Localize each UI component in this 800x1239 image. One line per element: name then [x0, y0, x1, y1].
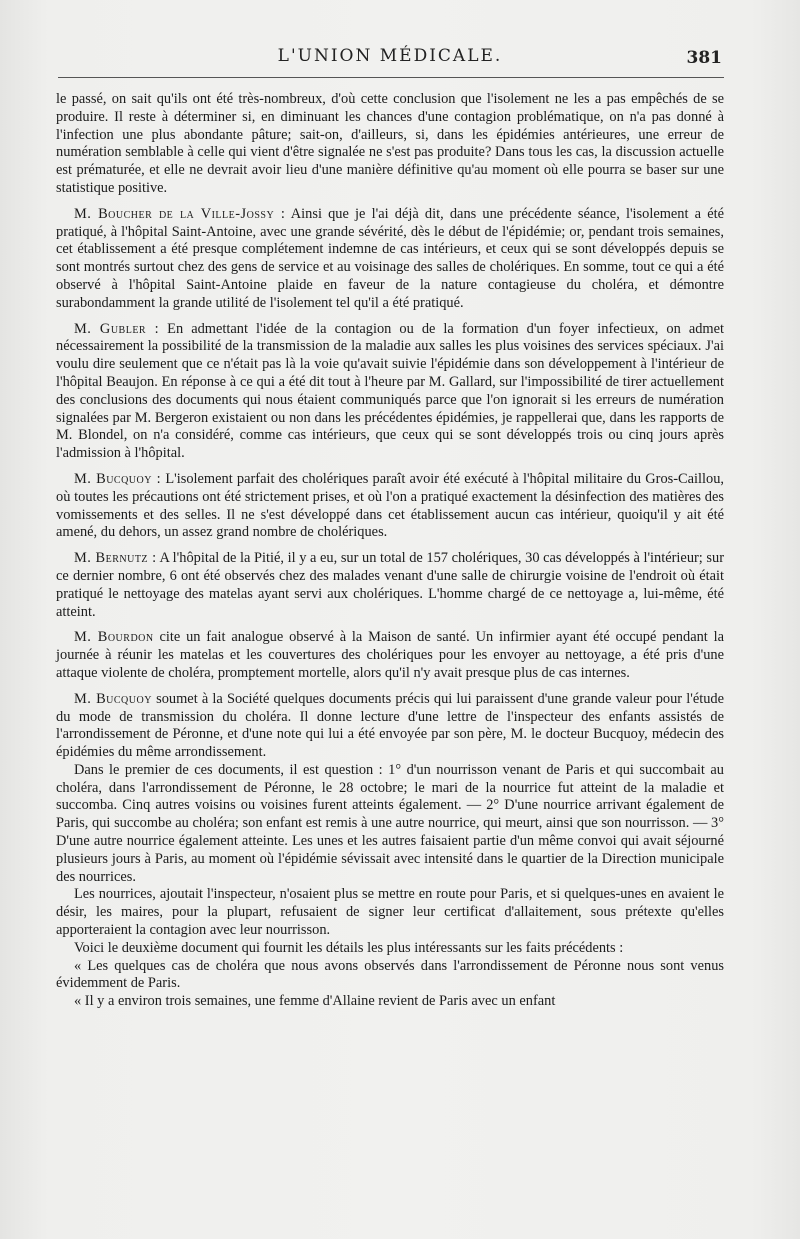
paragraph-12-text: « Il y a environ trois semaines, une femme d'Allaine revient de Paris avec un enfant: [74, 993, 556, 1010]
paragraph-2-text: Ainsi que je l'ai déjà dit, dans une précédente séance, l'isolement a été pratiqué, à l'hôpital Saint-Antoine, avec une grande sévérité, dès le début de l'épidémie; or, pendant trois semaines, cet établissement a été presque complétement indemne de cas intérieurs, et ceux qui se sont développés depuis se sont montrés surtout chez des gens de service et au voisinage des salles de cholériques. En somme, tout ce qui a été observé à l'hôpital Saint-Antoine plaide en faveur de la nature contagieuse du choléra, et démontre surabondamment la grande utilité de l'isolement tel qu'il a été pratiqué.: [56, 205, 725, 311]
article-body: [56, 91, 724, 1011]
paragraph-11: [56, 958, 724, 994]
speaker-name: M. Bucquoy :: [74, 470, 162, 487]
speaker-name: M. Gubler :: [74, 320, 160, 337]
paragraph-7-text: soumet à la Société quelques documents précis qui lui paraissent d'une grande valeur pour l'étude du mode de transmission du choléra. Il donne lecture d'une lettre de l'inspecteur des enfants assistés de l'arrondissement de Péronne, et d'une note qui lui a été envoyée par son père, M. le docteur Bucquoy, médecin des épidémies du même arrondissement.: [56, 690, 724, 761]
running-title: L'UNION MÉDICALE.: [277, 46, 503, 66]
paragraph-8-text: Dans le premier de ces documents, il est question : 1° d'un nourrisson venant de Paris et qui succombait au choléra, dans l'arrondissement de Péronne, le 28 octobre; le mari de la nourrice fut atteint de la maladie et succomba. Cinq autres voisins ou voisines furent atteints également. — 2° D'une nourrice arrivant également de Paris, qui succombe au choléra; son enfant est remis à une autre nourrice, qui meurt, ainsi que son nourrisson. — 3° D'une autre nourrice également atteinte. Les unes et les autres faisaient partie d'un même convoi qui avait séjourné plusieurs jours à Paris, au moment où l'épidémie sévissait avec intensité dans le quartier de la Direction municipale des nourrices.: [56, 761, 724, 885]
paragraph-6-text: cite un fait analogue observé à la Maison de santé. Un infirmier ayant été occupé pendant la journée à réunir les matelas et les couvertures des cholériques pour les envoyer au nettoyage, a été pris d'une attaque violente de choléra, promptement mortelle, alors qu'il n'y avait presque plus de cas internes.: [56, 629, 724, 681]
paragraph-9: [56, 886, 724, 939]
paragraph-1: [56, 91, 724, 198]
paragraph-7: [56, 691, 724, 762]
speaker-name: M. Boucher de la Ville-Jossy :: [74, 205, 286, 222]
paragraph-6: [56, 629, 724, 682]
paragraph-3: [56, 321, 724, 463]
paragraph-10-text: Voici le deuxième document qui fournit les détails les plus intéressants sur les faits précédents :: [74, 939, 624, 956]
paragraph-11-text: « Les quelques cas de choléra que nous avons observés dans l'arrondissement de Péronne nous sont venus évidemment de Paris.: [56, 957, 724, 992]
paragraph-2: [56, 206, 724, 313]
header-rule: [58, 77, 724, 78]
paragraph-3-text: En admettant l'idée de la contagion ou de la formation d'un foyer infectieux, on admet nécessairement la possibilité de la transmission de la maladie aux salles les plus voisines des services spéciaux. J'ai voulu dire seulement que ce n'était pas là la voie qu'avait suivie l'épidémie dans son développement à l'intérieur de l'hôpital Beaujon. En réponse à ce qui a été dit tout à l'heure par M. Gallard, sur l'impossibilité de tirer actuellement des conclusions des documents qui nous étaient communiqués parce que l'on ignorait si les erreurs de numération signalées par M. Bergeron existaient ou non dans les précédentes épidémies, je rappellerai que, dans les rapports de M. Blondel, on n'a considéré, comme cas intérieurs, que ceux qui se sont développés trois ou cinq jours après l'admission à l'hôpital.: [56, 320, 724, 462]
paragraph-5: [56, 550, 724, 621]
paragraph-10: [56, 940, 724, 958]
paragraph-12: [56, 993, 724, 1011]
speaker-name: M. Bourdon: [74, 629, 154, 646]
paragraph-4: [56, 471, 724, 542]
running-header: [58, 46, 722, 74]
speaker-name: M. Bucquoy: [74, 690, 152, 707]
paragraph-1-text: le passé, on sait qu'ils ont été très-nombreux, d'où cette conclusion que l'isolement ne les a pas empêchés de se produire. Il reste à déterminer si, en diminuant les chances d'une contagion problématique, on n'a pas donné à l'infection une plus abondante pâture; sait-on, d'ailleurs, si, dans les épidémies antérieures, une erreur de numération semblable à celle qui vient d'être signalée ne s'est pas produite? Dans tous les cas, la discussion actuelle est prématurée, et elle ne devrait avoir lieu d'une manière définitive qu'au moment où elle pourra se baser sur une statistique positive.: [56, 91, 724, 196]
page-number: 381: [686, 48, 722, 68]
paragraph-8: [56, 762, 724, 887]
paragraph-9-text: Les nourrices, ajoutait l'inspecteur, n'osaient plus se mettre en route pour Paris, et si quelques-unes en avaient le désir, les maires, pour la plupart, refusaient de signer leur certificat d'allaitement, sous prétexte qu'elles apporteraient la contagion avec leur nourrisson.: [56, 886, 724, 939]
paragraph-4-text: L'isolement parfait des cholériques paraît avoir été exécuté à l'hôpital militaire du Gros-Caillou, où toutes les précautions ont été strictement prises, et où l'on a pratiqué exactement la désinfection des matières des vomissements et des selles. Il ne s'est développé dans cet établissement aucun cas intérieur, quoiqu'il y ait été amené, du dehors, un assez grand nombre de cholériques.: [56, 470, 724, 541]
paragraph-5-text: A l'hôpital de la Pitié, il y a eu, sur un total de 157 cholériques, 30 cas développés à l'intérieur; sur ce dernier nombre, 6 ont été observés chez des malades venant d'une salle de chirurgie voisine de l'endroit où était pratiqué le nettoyage des matelas ayant servi aux cholériques. L'homme chargé de ce nettoyage a, lui-même, été atteint.: [56, 550, 724, 620]
speaker-name: M. Bernutz :: [74, 550, 157, 567]
